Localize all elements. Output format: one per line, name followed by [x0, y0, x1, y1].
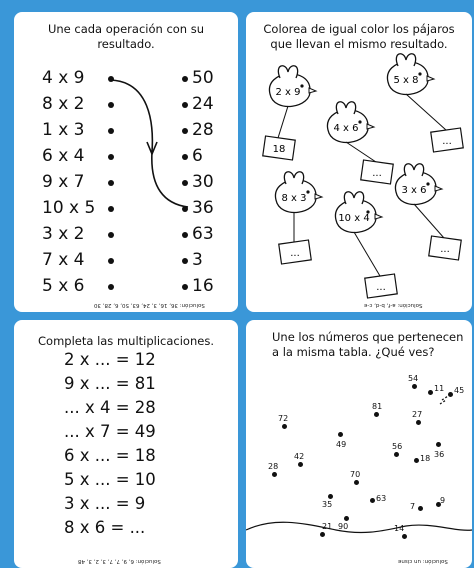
dot-number: 9	[440, 496, 446, 505]
operation: 8 x 2	[42, 94, 85, 114]
multiplication-row[interactable]: ... x 4 = 28	[64, 398, 156, 417]
connect-dot[interactable]	[370, 498, 375, 503]
bird-operation: 8 x 3	[281, 193, 307, 204]
dot-number: 63	[376, 494, 387, 503]
connector-line	[14, 12, 238, 312]
dot-number: 49	[336, 440, 347, 449]
bird-operation: 3 x 6	[401, 185, 427, 196]
solution-text: Solución: 36, 16, 3, 24, 63, 50, 6, 28, 30	[94, 302, 205, 308]
multiplication-row[interactable]: 3 x ... = 9	[64, 494, 146, 513]
card-value: ...	[442, 136, 452, 147]
result: 50	[192, 68, 214, 88]
connect-dot[interactable]	[328, 494, 333, 499]
card-value: ...	[376, 282, 386, 293]
dot-number: 35	[322, 500, 333, 509]
result: 24	[192, 94, 214, 114]
dot-number: 90	[338, 522, 349, 531]
solution-text: Solución: 6, 9, 7, 7, 3, 2, 3, 48	[78, 558, 161, 564]
connect-dot[interactable]	[394, 452, 399, 457]
card-value: ...	[372, 168, 382, 179]
multiplication-row[interactable]: 9 x ... = 81	[64, 374, 156, 393]
result: 63	[192, 224, 214, 244]
operation: 7 x 4	[42, 250, 85, 270]
worksheet	[8, 8, 466, 564]
panel-title: Completa las multiplicaciones.	[38, 334, 214, 348]
operation: 6 x 4	[42, 146, 85, 166]
connect-dot[interactable]	[416, 420, 421, 425]
dot-number: 45	[454, 386, 465, 395]
result: 36	[192, 198, 214, 218]
panel-title: Une los números que pertenecen a la misma tabla. ¿Qué ves?	[272, 330, 464, 359]
connect-dot[interactable]	[414, 458, 419, 463]
result: 30	[192, 172, 214, 192]
bird-operation: 5 x 8	[393, 75, 419, 86]
dot-number: 11	[434, 384, 445, 393]
dot-number: 18	[420, 454, 431, 463]
dot-number: 14	[394, 524, 405, 533]
result: 16	[192, 276, 214, 296]
connect-dot[interactable]	[374, 412, 379, 417]
dot-number: 81	[372, 402, 383, 411]
operation: 9 x 7	[42, 172, 85, 192]
panel-title: Une cada operación con su resultado.	[47, 22, 205, 51]
connect-dot[interactable]	[282, 424, 287, 429]
panel-title: Colorea de igual color los pájaros que llevan el mismo resultado.	[263, 22, 455, 51]
birds-illustration	[246, 12, 472, 312]
solution-text: Solución: un cisne	[398, 558, 448, 564]
connect-dot[interactable]	[448, 392, 453, 397]
operation: 4 x 9	[42, 68, 85, 88]
operation: 10 x 5	[42, 198, 96, 218]
connect-dot[interactable]	[412, 384, 417, 389]
multiplication-row[interactable]: ... x 7 = 49	[64, 422, 156, 441]
answer-card	[414, 204, 461, 260]
card-value: 18	[272, 144, 286, 155]
operation: 5 x 6	[42, 276, 85, 296]
connect-dot[interactable]	[354, 480, 359, 485]
panel-complete-multiplications	[14, 320, 238, 568]
connect-dot[interactable]	[436, 442, 441, 447]
dot-number: 72	[278, 414, 289, 423]
multiplication-row[interactable]: 2 x ... = 12	[64, 350, 156, 369]
connect-dot[interactable]	[402, 534, 407, 539]
panel-connect-numbers	[246, 320, 472, 568]
card-value: ...	[440, 244, 450, 255]
dot-number: 56	[392, 442, 403, 451]
dot-number: 54	[408, 374, 419, 383]
answer-card	[406, 94, 463, 152]
dot-number: 27	[412, 410, 423, 419]
result: 6	[192, 146, 203, 166]
bird-operation: 10 x 4	[338, 213, 370, 224]
operation: 1 x 3	[42, 120, 85, 140]
dot-number: 28	[268, 462, 279, 471]
operation: 3 x 2	[42, 224, 85, 244]
multiplication-row[interactable]: 6 x ... = 18	[64, 446, 156, 465]
multiplication-row[interactable]: 8 x 6 = ...	[64, 518, 146, 537]
bird-operation: 4 x 6	[333, 123, 359, 134]
dot-number: 7	[410, 502, 416, 511]
multiplication-row[interactable]: 5 x ... = 10	[64, 470, 156, 489]
connect-dot[interactable]	[338, 432, 343, 437]
connect-dot[interactable]	[344, 516, 349, 521]
solution-text: Solución: a-f, b-d, c-e	[364, 302, 423, 308]
connect-dot[interactable]	[428, 390, 433, 395]
bird-operation: 2 x 9	[275, 87, 301, 98]
dot-number: 21	[322, 522, 333, 531]
connect-dot[interactable]	[320, 532, 325, 537]
panel-match-operations	[14, 12, 238, 312]
dot-number: 36	[434, 450, 445, 459]
result: 28	[192, 120, 214, 140]
dot-number: 42	[294, 452, 305, 461]
dot-number: 70	[350, 470, 361, 479]
card-value: ...	[290, 248, 300, 259]
answer-card	[346, 142, 393, 184]
connect-dot[interactable]	[418, 506, 423, 511]
panel-color-birds	[246, 12, 472, 312]
result: 3	[192, 250, 203, 270]
connect-dot[interactable]	[272, 472, 277, 477]
connect-dot[interactable]	[298, 462, 303, 467]
